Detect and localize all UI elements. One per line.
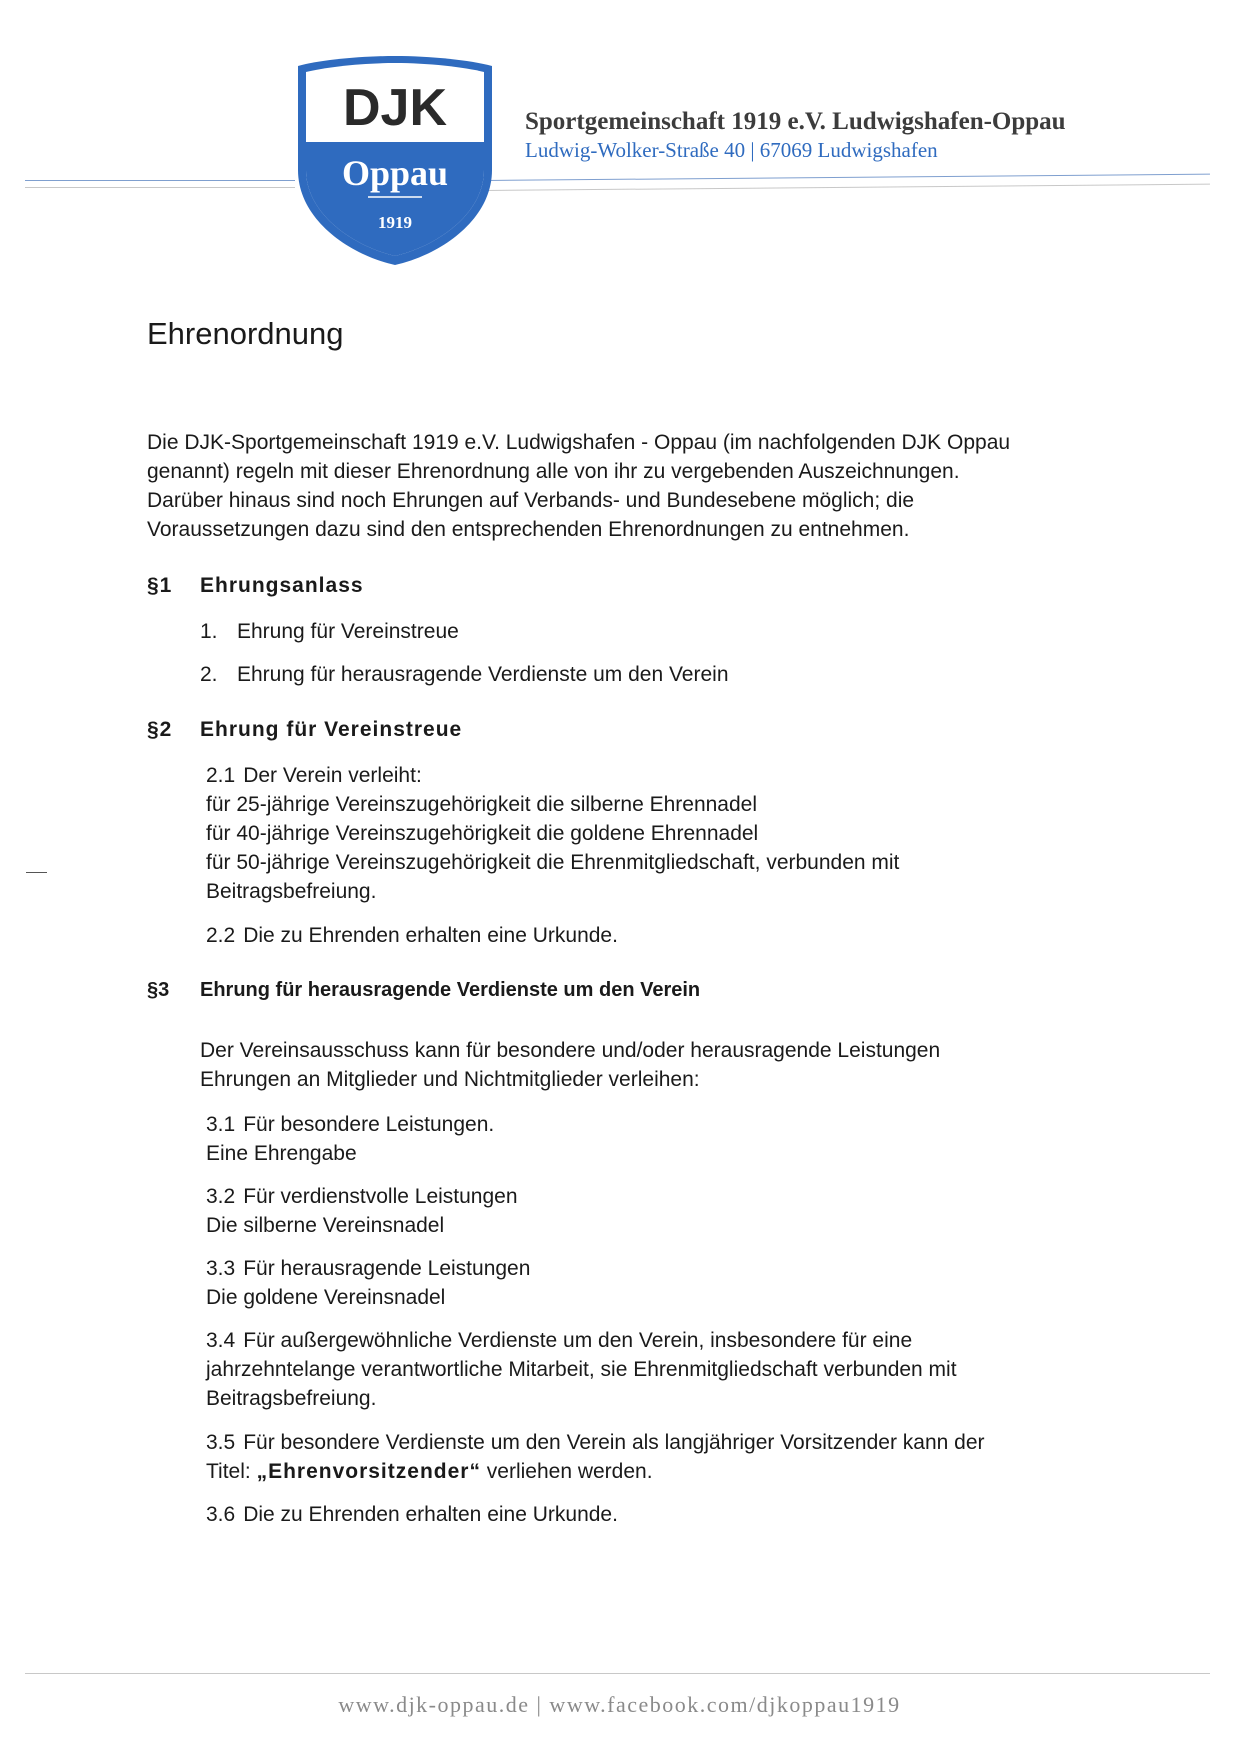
footer-rule [25, 1673, 1210, 1674]
intro-line: Darüber hinaus sind noch Ehrungen auf Verbands- und Bundesebene möglich; die [147, 489, 915, 512]
list-item [200, 663, 729, 687]
paragraph-2-2 [206, 921, 618, 950]
section-3-heading [147, 979, 700, 1002]
section-number: §2 [147, 718, 173, 741]
logo-text-year: 1919 [378, 213, 412, 232]
paragraph-line: Der Vereinsausschuss kann für besondere und/oder herausragende Leistungen [200, 1039, 941, 1062]
section-number: §1 [147, 574, 173, 597]
section-title: Ehrungsanlass [200, 574, 364, 597]
paragraph-line: für 50-jährige Vereinszugehörigkeit die Ehrenmitgliedschaft, verbunden mit [206, 851, 900, 874]
paragraph-line: Der Verein verleiht: [243, 764, 422, 787]
paragraph-number: 3.2 [206, 1185, 236, 1208]
intro-paragraph [147, 428, 1010, 544]
paragraph-line: Für besondere Leistungen. [243, 1113, 495, 1136]
logo-text-oppau: Oppau [341, 153, 449, 193]
header-rule-grey-right [485, 184, 1210, 191]
paragraph-number: 3.4 [206, 1329, 236, 1352]
club-name: Sportgemeinschaft 1919 e.V. Ludwigshafen-Oppau [525, 108, 1066, 135]
paragraph-number: 3.6 [206, 1503, 236, 1526]
paragraph-line: Für verdienstvolle Leistungen [243, 1185, 518, 1208]
intro-line: Voraussetzungen dazu sind den entsprechenden Ehrenordnungen zu entnehmen. [147, 518, 910, 541]
paragraph-3-2 [206, 1182, 518, 1240]
list-text: Ehrung für herausragende Verdienste um den Verein [237, 663, 729, 686]
paragraph-line: für 40-jährige Vereinszugehörigkeit die goldene Ehrennadel [206, 822, 759, 845]
paragraph-text: verliehen werden. [480, 1460, 653, 1483]
paragraph-number: 3.5 [206, 1431, 236, 1454]
paragraph-line: Ehrungen an Mitglieder und Nichtmitglieder verleihen: [200, 1068, 700, 1091]
section-title: Ehrung für herausragende Verdienste um den Verein [200, 979, 701, 1001]
list-number: 1. [200, 620, 218, 643]
paragraph-3-4 [206, 1326, 957, 1413]
document-title: Ehrenordnung [147, 316, 344, 351]
paragraph-line: Die silberne Vereinsnadel [206, 1214, 445, 1237]
intro-line: Die DJK-Sportgemeinschaft 1919 e.V. Ludwigshafen - Oppau (im nachfolgenden DJK Oppau [147, 431, 1011, 454]
paragraph-text: Titel: [206, 1460, 257, 1483]
paragraph-2-1 [206, 761, 899, 906]
paragraph-3-5 [206, 1428, 985, 1486]
paragraph-line: Für besondere Verdienste um den Verein als langjähriger Vorsitzender kann der [243, 1431, 985, 1454]
paragraph-line: Die zu Ehrenden erhalten eine Urkunde. [243, 1503, 618, 1526]
section-title: Ehrung für Vereinstreue [200, 718, 463, 741]
header-rule-blue-left [25, 180, 295, 181]
paragraph-number: 3.3 [206, 1257, 236, 1280]
paragraph-line: für 25-jährige Vereinszugehörigkeit die silberne Ehrennadel [206, 793, 758, 816]
paragraph-line: jahrzehntelange verantwortliche Mitarbeit, sie Ehrenmitgliedschaft verbunden mit [206, 1358, 957, 1381]
club-address: Ludwig-Wolker-Straße 40 | 67069 Ludwigshafen [525, 138, 938, 162]
footer-links: www.djk-oppau.de | www.facebook.com/djkoppau1919 [338, 1692, 901, 1717]
header-rule-grey-left [25, 187, 295, 188]
intro-line: genannt) regeln mit dieser Ehrenordnung alle von ihr zu vergebenden Auszeichnungen. [147, 460, 960, 483]
paragraph-3-1 [206, 1110, 494, 1168]
section-3-intro [200, 1036, 940, 1094]
list-number: 2. [200, 663, 218, 686]
paragraph-line: Für herausragende Leistungen [243, 1257, 531, 1280]
paragraph-number: 2.2 [206, 924, 236, 947]
paragraph-3-6 [206, 1500, 618, 1529]
paragraph-number: 2.1 [206, 764, 236, 787]
paragraph-line: Die zu Ehrenden erhalten eine Urkunde. [243, 924, 618, 947]
section-1-heading [147, 574, 364, 598]
paragraph-line: Beitragsbefreiung. [206, 1387, 377, 1410]
paragraph-line: Eine Ehrengabe [206, 1142, 357, 1165]
section-number: §3 [147, 979, 170, 1001]
section-2-heading [147, 718, 462, 742]
paragraph-line: Für außergewöhnliche Verdienste um den Verein, insbesondere für eine [243, 1329, 913, 1352]
paragraph-number: 3.1 [206, 1113, 236, 1136]
logo-text-djk: DJK [342, 79, 448, 137]
paragraph-line: Beitragsbefreiung. [206, 880, 377, 903]
paragraph-line: Die goldene Vereinsnadel [206, 1286, 446, 1309]
header-rule-blue-right [485, 174, 1210, 181]
margin-mark [26, 872, 47, 873]
paragraph-3-3 [206, 1254, 530, 1312]
list-item [200, 620, 459, 644]
honorary-title: „Ehrenvorsitzender“ [256, 1460, 481, 1483]
list-text: Ehrung für Vereinstreue [237, 620, 459, 643]
club-logo [290, 50, 500, 270]
